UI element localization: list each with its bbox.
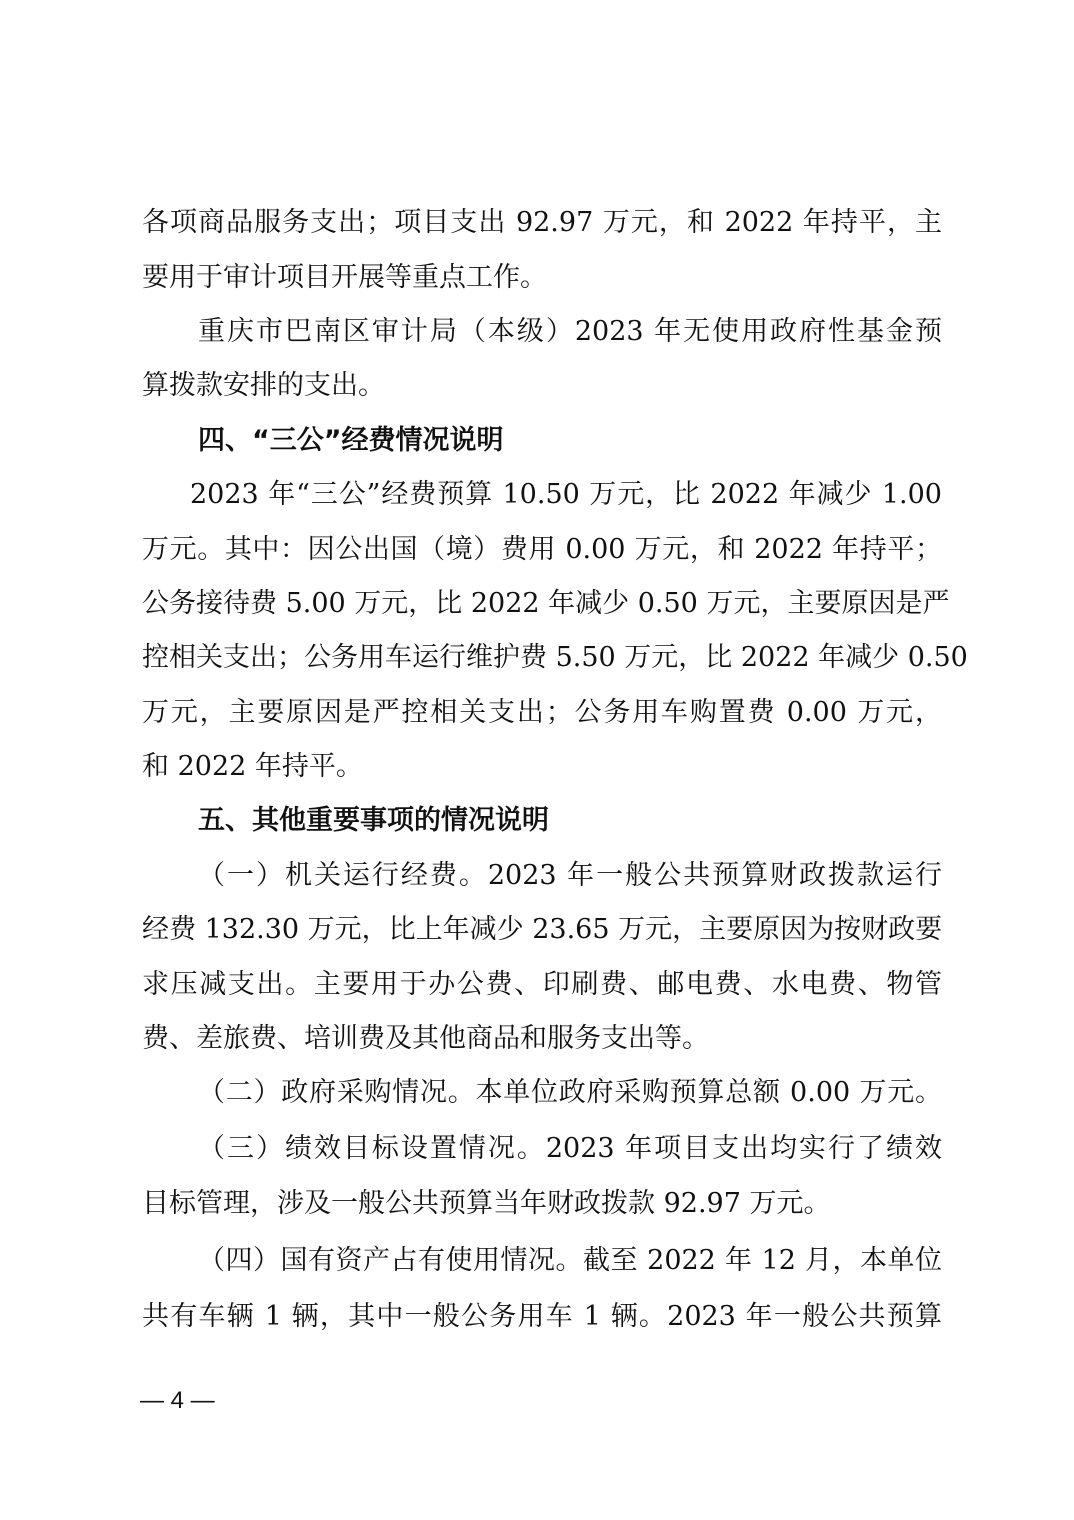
paragraph-line: （二）政府采购情况。本单位政府采购预算总额 0.00 万元。 [198,1077,942,1108]
paragraph-line: 万元。其中：因公出国（境）费用 0.00 万元，和 2022 年持平； [142,534,942,565]
paragraph-line: 费、差旅费、培训费及其他商品和服务支出等。 [142,1023,709,1054]
paragraph-line: 2023 年“三公”经费预算 10.50 万元，比 2022 年减少 1.00 [190,479,942,510]
paragraph-line: 各项商品服务支出；项目支出 92.97 万元，和 2022 年持平，主 [142,207,942,238]
paragraph-line: 要用于审计项目开展等重点工作。 [142,262,547,293]
paragraph-line: 万元，主要原因是严控相关支出；公务用车购置费 0.00 万元， [142,697,942,728]
paragraph-line: 目标管理，涉及一般公共预算当年财政拨款 92.97 万元。 [142,1188,831,1219]
paragraph-line: 控相关支出；公务用车运行维护费 5.50 万元，比 2022 年减少 0.50 [142,642,968,673]
paragraph-line: （一）机关运行经费。2023 年一般公共预算财政拨款运行 [198,860,942,891]
paragraph-line: （四）国有资产占有使用情况。截至 2022 年 12 月，本单位 [198,1245,942,1276]
paragraph-line: 共有车辆 1 辆，其中一般公务用车 1 辆。2023 年一般公共预算 [142,1301,942,1332]
page-number: — 4 — [140,1387,215,1414]
paragraph-line: （三）绩效目标设置情况。2023 年项目支出均实行了绩效 [198,1133,942,1164]
paragraph-line: 算拨款安排的支出。 [142,370,385,401]
paragraph-line: 求压减支出。主要用于办公费、印刷费、邮电费、水电费、物管 [142,969,942,1000]
section-heading: 四、“三公”经费情况说明 [198,425,504,456]
paragraph-line: 经费 132.30 万元，比上年减少 23.65 万元，主要原因为按财政要 [142,914,943,945]
section-heading: 五、其他重要事项的情况说明 [198,805,549,836]
paragraph-line: 重庆市巴南区审计局（本级）2023 年无使用政府性基金预 [198,316,942,347]
paragraph-line: 公务接待费 5.00 万元，比 2022 年减少 0.50 万元，主要原因是严 [142,588,950,619]
paragraph-line: 和 2022 年持平。 [142,751,363,782]
